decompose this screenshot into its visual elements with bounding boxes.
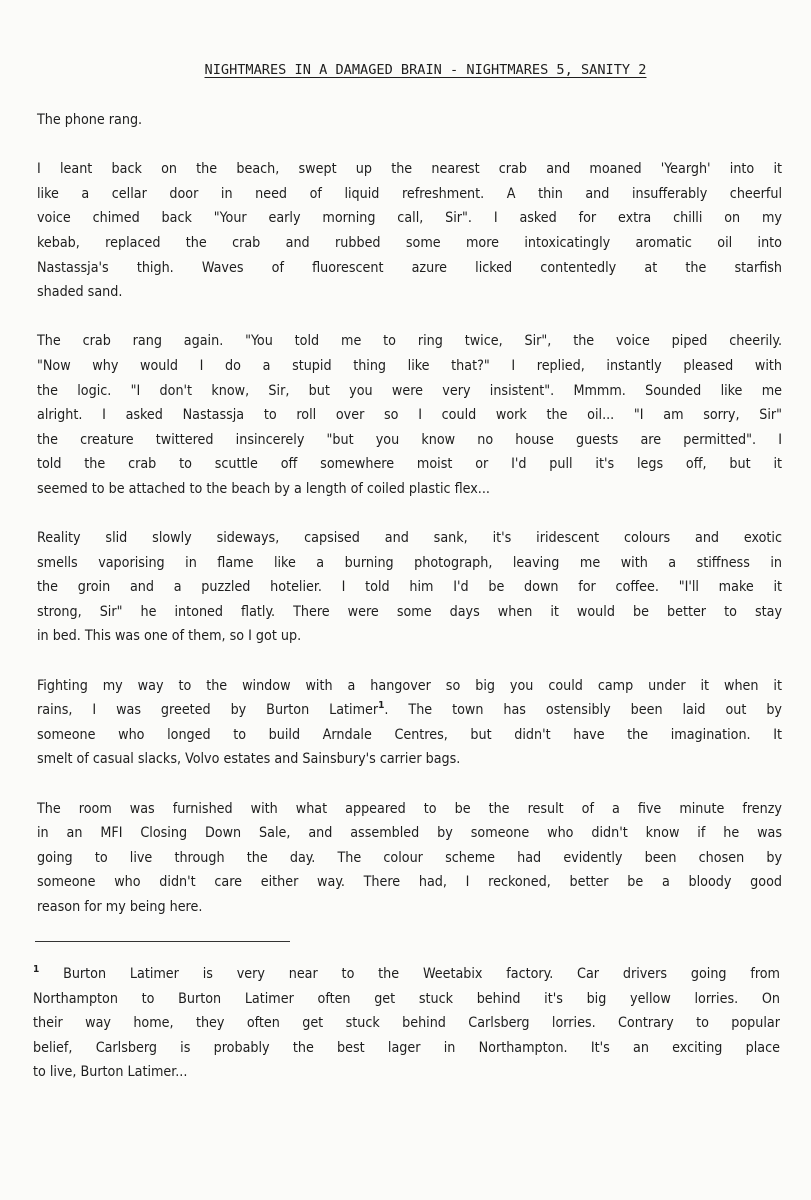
text-line: the creature twittered insincerely "but you know no house guests are permitted". I: [37, 431, 782, 448]
text-line: alright. I asked Nastassja to roll over so I could work the oil... "I am sorry, Sir": [37, 407, 782, 424]
text-line: going to live through the day. The colour scheme had evidently been chosen by: [37, 849, 782, 866]
text-line: voice chimed back "Your early morning call, Sir". I asked for extra chilli on my: [37, 210, 782, 227]
text-line: told the crab to scuttle off somewhere moist or I'd pull it's legs off, but it: [37, 456, 782, 473]
text-line: their way home, they often get stuck behind Carlsberg lorries. Contrary to popular: [33, 1015, 780, 1032]
text-line: kebab, replaced the crab and rubbed some more intoxicatingly aromatic oil into: [37, 234, 782, 251]
text-line: seemed to be attached to the beach by a length of coiled plastic flex...: [37, 480, 490, 497]
text-line: [37, 698, 782, 723]
text-line: strong, Sir" he intoned flatly. There were some days when it would be better to stay: [37, 603, 782, 620]
text-line: reason for my being here.: [37, 899, 203, 915]
title-text: NIGHTMARES IN A DAMAGED BRAIN - NIGHTMARES 5, SANITY 2: [204, 62, 647, 78]
paragraph-beach: [37, 157, 782, 305]
text-line: to live, Burton Latimer...: [33, 1064, 188, 1081]
text-line: Nastassja's thigh. Waves of fluorescent azure licked contentedly at the starfish: [37, 259, 782, 276]
paragraph-room: [37, 797, 782, 920]
text-line: the logic. "I don't know, Sir, but you were very insistent". Mmmm. Sounded like me: [37, 382, 782, 399]
text-segment: . The town has ostensibly been laid out by: [384, 702, 782, 719]
text-line: in an MFI Closing Down Sale, and assembled by someone who didn't know if he was: [37, 825, 782, 842]
text-line: someone who longed to build Arndale Centres, but didn't have the imagination. It: [37, 726, 782, 743]
text-line: in bed. This was one of them, so I got up.: [37, 628, 302, 645]
text-line: The phone rang.: [37, 112, 143, 128]
footnote: [33, 962, 780, 1085]
paragraph-crab: [37, 329, 782, 501]
text-line: like a cellar door in need of liquid refreshment. A thin and insufferably cheerful: [37, 185, 782, 202]
document-body: [37, 108, 782, 920]
text-line: the groin and a puzzled hotelier. I told him I'd be down for coffee. "I'll make it: [37, 579, 782, 596]
text-line: Reality slid slowly sideways, capsised and sank, it's iridescent colours and exotic: [37, 530, 782, 547]
paragraph-intro: [37, 108, 782, 133]
text-line: I leant back on the beach, swept up the nearest crab and moaned 'Yeargh' into it: [37, 161, 782, 178]
document-title: [0, 62, 811, 78]
footnote-marker: 1: [33, 964, 40, 975]
text-line: Northampton to Burton Latimer often get stuck behind it's big yellow lorries. On: [33, 990, 780, 1007]
text-line: smelt of casual slacks, Volvo estates and Sainsbury's carrier bags.: [37, 751, 461, 768]
paragraph-reality: [37, 526, 782, 649]
text-line: shaded sand.: [37, 284, 123, 301]
text-line: "Now why would I do a stupid thing like that?" I replied, instantly pleased with: [37, 357, 782, 374]
text-line: Fighting my way to the window with a hangover so big you could camp under it when it: [37, 677, 782, 694]
footnote-divider: [35, 941, 290, 942]
text-segment: Burton Latimer is very near to the Weetabix factory. Car drivers going from: [39, 966, 780, 982]
text-line: The crab rang again. "You told me to ring twice, Sir", the voice piped cheerily.: [37, 333, 782, 350]
text-line: someone who didn't care either way. There had, I reckoned, better be a bloody good: [37, 874, 782, 891]
text-line: smells vaporising in flame like a burning photograph, leaving me with a stiffness in: [37, 554, 782, 571]
text-line: [33, 962, 780, 987]
text-line: The room was furnished with what appeared to be the result of a five minute frenzy: [37, 800, 782, 817]
footnote-reference[interactable]: 1: [378, 700, 385, 712]
text-segment: rains, I was greeted by Burton Latimer: [37, 702, 379, 719]
text-line: belief, Carlsberg is probably the best lager in Northampton. It's an exciting place: [33, 1039, 780, 1056]
paragraph-window: [37, 674, 782, 772]
